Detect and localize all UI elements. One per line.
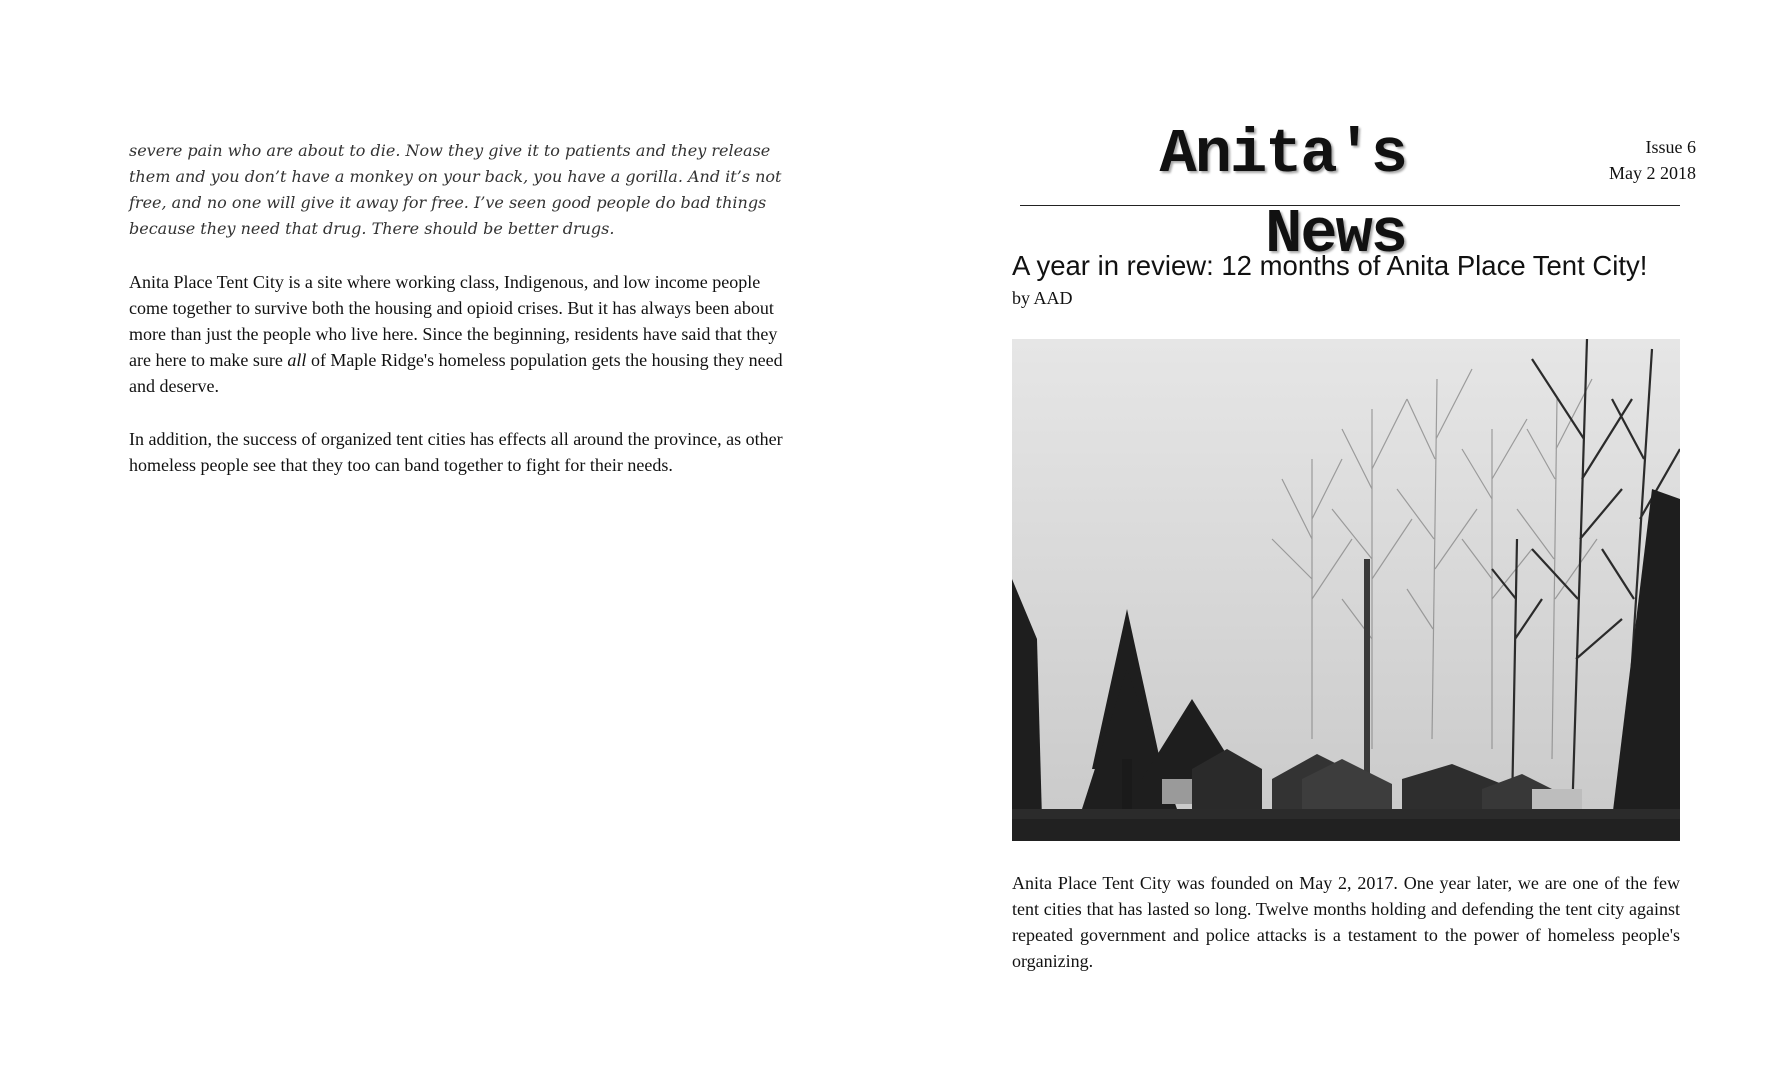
masthead-title: Anita's News bbox=[1159, 119, 1406, 270]
article-headline: A year in review: 12 months of Anita Place Tent City! bbox=[1012, 250, 1648, 281]
paragraph-effects: In addition, the success of organized tent cities has effects all around the province, as other homeless people see that they too can band together to fight for their needs. bbox=[129, 429, 783, 475]
article-byline: by AAD bbox=[1012, 288, 1073, 308]
right-page bbox=[896, 0, 1792, 1088]
tent-city-photo-drawing bbox=[1012, 339, 1680, 841]
article-body: Anita Place Tent City was founded on May 2, 2017. One year later, we are one of the few tent cities that has lasted so long. Twelve months holding and defending the tent city against repeated government and police attacks is a testament to the power of homeless people's organizing. bbox=[1012, 873, 1680, 971]
issue-date: May 2 2018 bbox=[1609, 163, 1696, 183]
issue-info bbox=[1576, 134, 1696, 186]
masthead-rule bbox=[1020, 205, 1680, 206]
paragraph-anita-place bbox=[129, 269, 799, 399]
emphasis-all: all bbox=[287, 350, 307, 370]
interview-quote: severe pain who are about to die. Now they give it to patients and they release them and you don’t have a monkey on your back, you have a gorilla. And it’s not free, and no one will give it away for free. I’ve seen good people do bad things because they need that drug. There should be better drugs. bbox=[129, 141, 782, 238]
paragraph-text-after: of Maple Ridge's homeless population gets the housing they need and deserve. bbox=[129, 350, 783, 396]
issue-number: Issue 6 bbox=[1645, 137, 1696, 157]
tent-city-photo bbox=[1012, 339, 1680, 841]
paragraph-text-before: Anita Place Tent City is a site where working class, Indigenous, and low income people come together to survive both the housing and opioid crises. But it has always been about more than just the people who live here. Since the beginning, residents have said that they are here to make sure bbox=[129, 272, 778, 370]
